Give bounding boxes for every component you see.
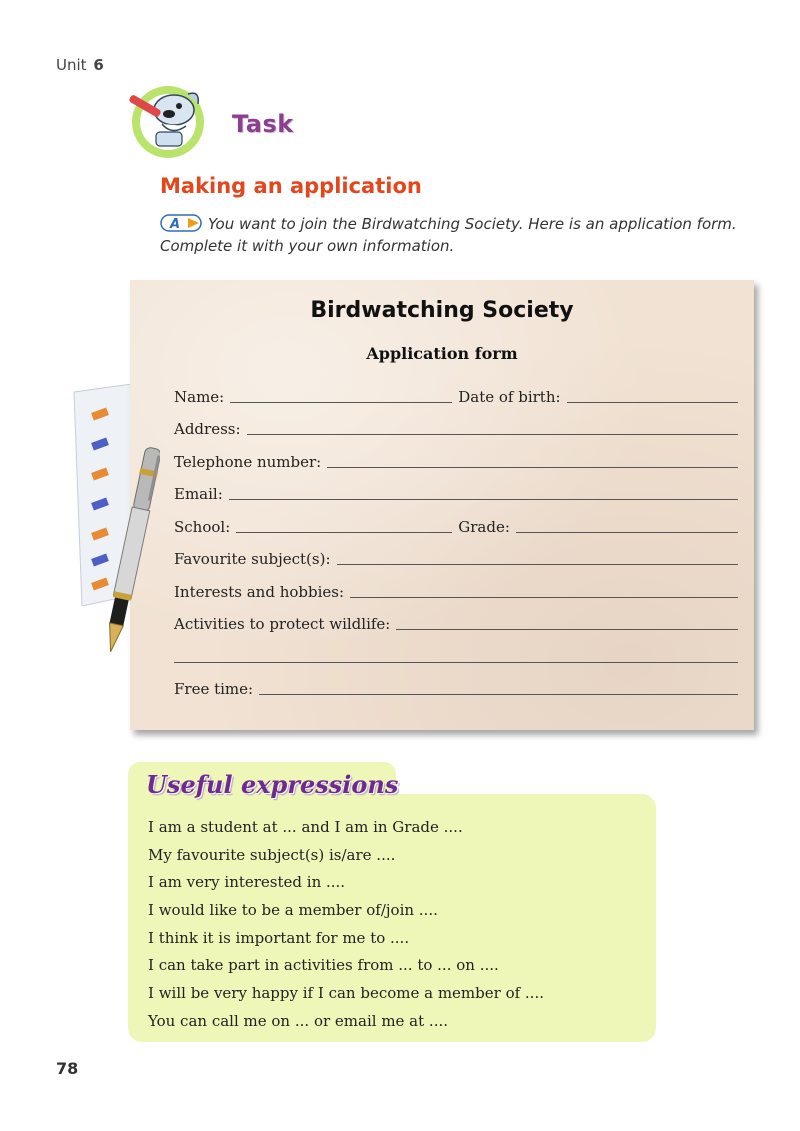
form-row-telephone xyxy=(174,449,738,471)
free-time-field[interactable] xyxy=(259,678,738,695)
instructions-text: You want to join the Birdwatching Society. Here is an application form. Complete it with your own information. xyxy=(160,215,737,255)
form-title: Birdwatching Society xyxy=(310,298,574,323)
name-field[interactable] xyxy=(230,386,452,403)
fountain-pen-icon xyxy=(104,444,160,658)
form-row-activities-continued xyxy=(174,644,738,666)
form-row-email xyxy=(174,481,738,503)
expression-item: I will be very happy if I can become a member of .... xyxy=(148,984,544,1003)
badge-letter: A xyxy=(169,217,181,232)
form-row-school xyxy=(174,514,738,536)
expression-item: I am a student at ... and I am in Grade .... xyxy=(148,818,463,836)
page-number: 78 xyxy=(56,1059,79,1078)
form-row-name xyxy=(174,384,738,406)
task-title: Task xyxy=(232,110,294,138)
date-of-birth-field[interactable] xyxy=(567,386,738,403)
email-label: Email: xyxy=(174,485,223,503)
free-time-label: Free time: xyxy=(174,680,254,698)
favourite-subjects-field[interactable] xyxy=(337,548,738,565)
expression-item: I can take part in activities from ... to ... on .... xyxy=(148,956,499,975)
form-subtitle: Application form xyxy=(366,344,518,363)
form-row-address xyxy=(174,416,738,438)
favourite-subjects-label: Favourite subject(s): xyxy=(174,550,331,568)
expression-item: I am very interested in .... xyxy=(148,873,346,892)
application-form-card xyxy=(130,280,754,730)
name-label: Name: xyxy=(174,388,225,406)
school-label: School: xyxy=(174,518,231,536)
expressions-list xyxy=(148,816,544,1038)
expression-item: I would like to be a member of/join .... xyxy=(148,901,438,920)
grade-label: Grade: xyxy=(458,518,510,536)
form-row-free-time xyxy=(174,676,738,698)
section-title: Making an application xyxy=(160,174,422,198)
address-field[interactable] xyxy=(247,418,738,435)
activities-field-continued[interactable] xyxy=(174,646,738,663)
form-row-favourite-subjects xyxy=(174,546,738,568)
date-of-birth-label: Date of birth: xyxy=(458,388,561,406)
form-row-interests xyxy=(174,579,738,601)
useful-expressions-title: Useful expressions xyxy=(146,770,399,799)
expression-item: I think it is important for me to .... xyxy=(148,928,410,947)
grade-field[interactable] xyxy=(516,516,738,533)
interests-field[interactable] xyxy=(350,581,738,598)
instructions xyxy=(160,213,740,257)
activities-field[interactable] xyxy=(396,613,738,630)
dog-mascot-icon xyxy=(122,80,218,164)
expression-item: My favourite subject(s) is/are .... xyxy=(148,845,396,864)
activities-label: Activities to protect wildlife: xyxy=(174,615,391,633)
telephone-label: Telephone number: xyxy=(174,453,322,471)
email-field[interactable] xyxy=(229,483,738,500)
unit-word: Unit xyxy=(56,56,87,74)
form-row-activities xyxy=(174,611,738,633)
address-label: Address: xyxy=(174,420,241,438)
unit-number: 6 xyxy=(93,56,104,74)
interests-label: Interests and hobbies: xyxy=(174,583,345,601)
expression-item: You can call me on ... or email me at .... xyxy=(148,1011,448,1030)
school-field[interactable] xyxy=(236,516,452,533)
unit-label xyxy=(56,56,104,74)
telephone-field[interactable] xyxy=(327,451,738,468)
activity-a-badge-icon xyxy=(160,214,202,232)
